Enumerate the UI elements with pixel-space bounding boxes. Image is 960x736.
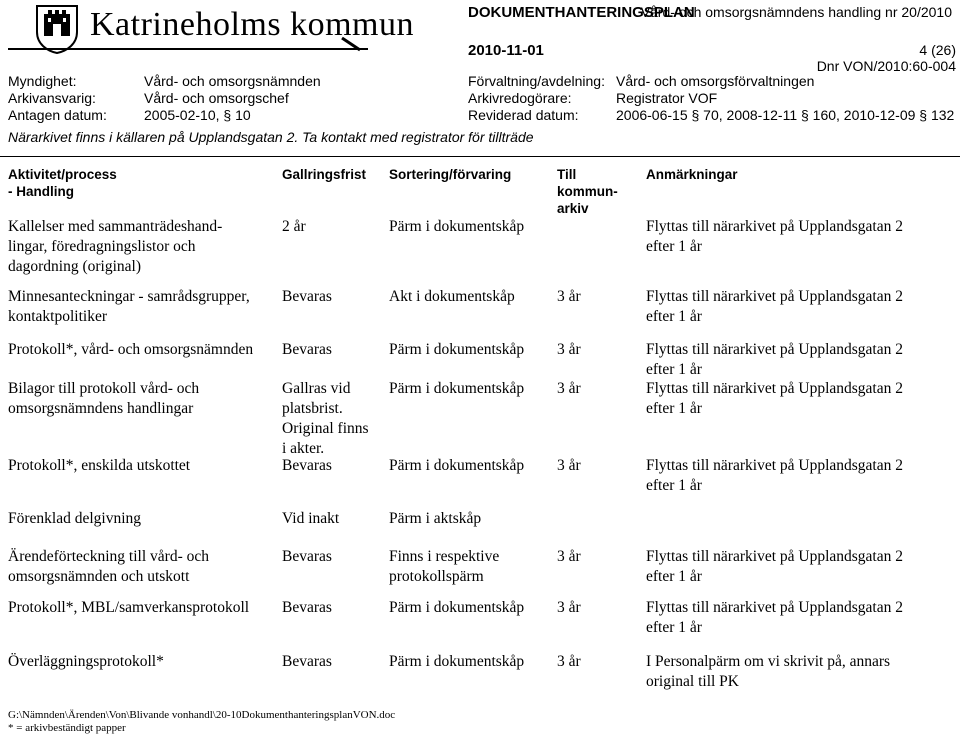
archive-note: Närarkivet finns i källaren på Upplandsgatan 2. Ta kontakt med registrator för tillträde: [8, 129, 534, 145]
row-gallringsfrist: Bevaras: [282, 341, 332, 358]
row-till-kommunarkiv: 3 år: [557, 548, 581, 565]
row-activity: Minnesanteckningar - samrådsgrupper, kontaktpolitiker: [8, 288, 250, 325]
row-sortering: Pärm i dokumentskåp: [389, 341, 525, 358]
row-sortering: Akt i dokumentskåp: [389, 288, 515, 305]
row-activity: Bilagor till protokoll vård- och omsorgsnämndens handlingar: [8, 380, 200, 417]
dnr: Dnr VON/2010:60-004: [816, 58, 956, 74]
logo-text: Katrineholms kommun: [90, 6, 414, 43]
row-activity: Protokoll*, vård- och omsorgsnämnden: [8, 341, 254, 358]
row-sortering: Pärm i dokumentskåp: [389, 653, 525, 670]
row-gallringsfrist: Vid inakt: [282, 510, 340, 527]
doc-title: DOKUMENTHANTERINGSPLAN: [468, 4, 695, 21]
row-till-kommunarkiv: 3 år: [557, 457, 581, 474]
row-activity: Ärendeförteckning till vård- och omsorgsnämnden och utskott: [8, 548, 209, 585]
forvaltning-label: Förvaltning/avdelning:: [468, 73, 605, 89]
row-gallringsfrist: Bevaras: [282, 599, 332, 616]
arkivredogorare-value: Registrator VOF: [616, 90, 718, 106]
th-sortering: Sortering/förvaring: [389, 167, 512, 182]
row-anmarkning: Flyttas till närarkivet på Upplandsgatan 2 efter 1 år: [646, 218, 903, 255]
th-anmarkningar: Anmärkningar: [646, 167, 738, 182]
row-anmarkning: Flyttas till närarkivet på Upplandsgatan 2 efter 1 år: [646, 548, 903, 585]
header-divider: [0, 156, 960, 157]
row-anmarkning: Flyttas till närarkivet på Upplandsgatan 2 efter 1 år: [646, 380, 903, 417]
doc-date: 2010-11-01: [468, 42, 544, 59]
row-gallringsfrist: Bevaras: [282, 653, 332, 670]
file-path: G:\Nämnden\Ärenden\Von\Blivande vonhandl\20-10DokumenthanteringsplanVON.doc: [8, 709, 396, 721]
row-activity: Förenklad delgivning: [8, 510, 142, 527]
row-sortering: Pärm i aktskåp: [389, 510, 482, 527]
row-activity: Protokoll*, MBL/samverkansprotokoll: [8, 599, 250, 616]
row-gallringsfrist: Bevaras: [282, 288, 332, 305]
doc-subtitle: Vård- och omsorgsnämndens handling nr 20/2010: [640, 4, 952, 20]
antagen-label: Antagen datum:: [8, 107, 107, 123]
row-sortering: Finns i respektive protokollspärm: [389, 548, 500, 585]
row-activity: Protokoll*, enskilda utskottet: [8, 457, 191, 474]
reviderad-value: 2006-06-15 § 70, 2008-12-11 § 160, 2010-12-09 § 132: [616, 107, 955, 123]
th-gallringsfrist: Gallringsfrist: [282, 167, 367, 182]
row-gallringsfrist: 2 år: [282, 218, 306, 235]
arkivredogorare-label: Arkivredogörare:: [468, 90, 572, 106]
row-till-kommunarkiv: 3 år: [557, 288, 581, 305]
logo-swoosh-icon: [340, 36, 364, 52]
antagen-value: 2005-02-10, § 10: [144, 107, 251, 123]
row-sortering: Pärm i dokumentskåp: [389, 218, 525, 235]
row-anmarkning: Flyttas till närarkivet på Upplandsgatan 2 efter 1 år: [646, 599, 903, 636]
row-till-kommunarkiv: 3 år: [557, 380, 581, 397]
row-anmarkning: Flyttas till närarkivet på Upplandsgatan 2 efter 1 år: [646, 341, 903, 378]
row-anmarkning: I Personalpärm om vi skrivit på, annars original till PK: [646, 653, 891, 690]
row-sortering: Pärm i dokumentskåp: [389, 380, 525, 397]
row-gallringsfrist: Bevaras: [282, 548, 332, 565]
row-gallringsfrist: Bevaras: [282, 457, 332, 474]
row-till-kommunarkiv: 3 år: [557, 341, 581, 358]
row-till-kommunarkiv: 3 år: [557, 599, 581, 616]
row-sortering: Pärm i dokumentskåp: [389, 457, 525, 474]
myndighet-value: Vård- och omsorgsnämnden: [144, 73, 321, 89]
row-gallringsfrist: Gallras vid platsbrist. Original finns i akter.: [282, 380, 369, 457]
arkivansvarig-label: Arkivansvarig:: [8, 90, 96, 106]
row-sortering: Pärm i dokumentskåp: [389, 599, 525, 616]
footnote: * = arkivbeständigt papper: [8, 722, 126, 734]
row-activity: Överläggningsprotokoll*: [8, 653, 164, 670]
row-till-kommunarkiv: 3 år: [557, 653, 581, 670]
reviderad-label: Reviderad datum:: [468, 107, 579, 123]
th-activity: Aktivitet/process - Handling: [8, 167, 117, 199]
th-till-kommunarkiv: Till kommun- arkiv: [557, 167, 618, 216]
row-anmarkning: Flyttas till närarkivet på Upplandsgatan 2 efter 1 år: [646, 457, 903, 494]
municipal-crest-icon: [34, 2, 80, 54]
forvaltning-value: Vård- och omsorgsförvaltningen: [616, 73, 815, 89]
arkivansvarig-value: Vård- och omsorgschef: [144, 90, 289, 106]
myndighet-label: Myndighet:: [8, 73, 77, 89]
row-anmarkning: Flyttas till närarkivet på Upplandsgatan 2 efter 1 år: [646, 288, 903, 325]
logo-underline: [8, 48, 368, 50]
page-number: 4 (26): [919, 42, 956, 58]
row-activity: Kallelser med sammanträdeshand- lingar, föredragningslistor och dagordning (original): [8, 218, 223, 275]
